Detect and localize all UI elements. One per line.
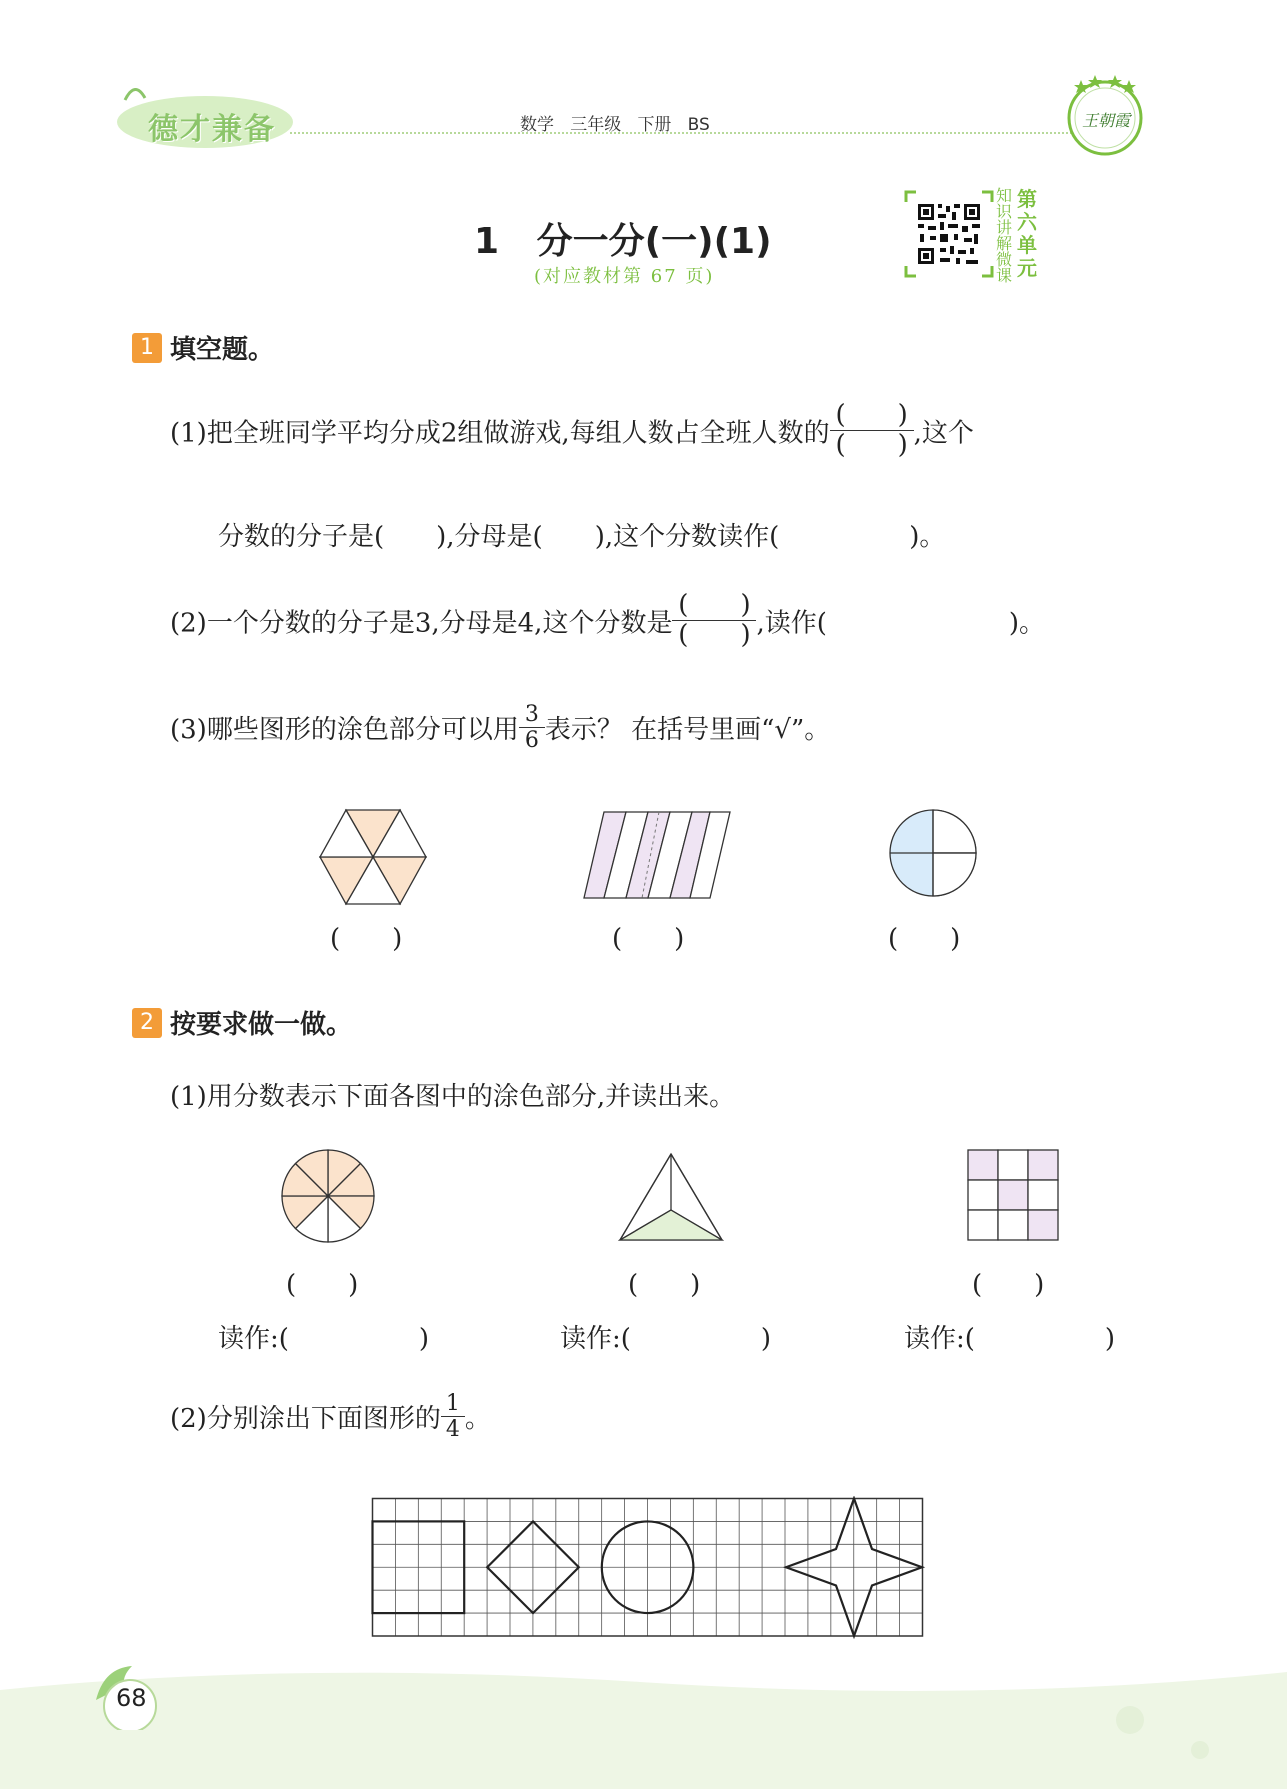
circle-eighths-figure [280,1148,376,1244]
s2-q1-read-triangle[interactable]: 读作:( ) [560,1324,772,1354]
section1-title: 填空题。 [170,335,275,365]
qr-block [904,186,1039,285]
s1-q3-text-end: 表示？ 在括号里画“√”。 [544,715,831,746]
s2-q2-fraction [441,1392,465,1441]
s2-q1-answer-grid[interactable]: ( ) [972,1270,1045,1300]
s1-q1-line2[interactable]: 分数的分子是( ),分母是( ),这个分数读作( )。 [218,522,946,552]
s1-q1-line1 [170,402,974,460]
parallelogram-figure [582,810,732,900]
fraction-numerator: 3 [524,702,539,727]
blank-numerator[interactable]: ( ) [835,400,908,430]
page-title [474,213,772,264]
s1-q2 [170,592,1045,650]
blank-numerator[interactable]: ( ) [678,590,751,620]
header-volume: 下册 [637,115,672,135]
s1-q1-text-end: ,这个 [913,418,974,449]
s2-q1: (1)用分数表示下面各图中的涂色部分,并读出来。 [170,1082,736,1112]
header-grade: 三年级 [570,115,622,135]
header-edition: BS [687,115,710,135]
s2-q1-answer-triangle[interactable]: ( ) [628,1270,701,1300]
section2-title: 按要求做一做。 [170,1010,353,1040]
header-info [520,110,710,135]
page-number: 68 [116,1684,147,1712]
s1-q2-text-end[interactable]: ,读作( )。 [756,608,1046,639]
footer-background [0,1660,1287,1789]
qr-code-icon[interactable] [904,190,994,278]
circle-quarters-figure [888,808,978,898]
shading-grid[interactable] [370,1496,926,1640]
title-number: 1 [474,221,500,262]
section2-number: 2 [132,1008,162,1038]
triangle-thirds-figure [618,1152,724,1242]
s2-q2 [170,1392,491,1441]
fraction-denominator: 4 [445,1417,460,1443]
s1-q2-text: (2)一个分数的分子是3,分母是4,这个分数是 [170,608,673,639]
s2-q1-read-grid[interactable]: 读作:( ) [904,1324,1116,1354]
page-subtitle: (对应教材第 67 页) [534,266,715,287]
fraction-numerator: 1 [445,1391,460,1416]
grid-ninths-figure [966,1148,1060,1242]
s1-q3 [170,703,830,752]
s1-q1-text: (1)把全班同学平均分成2组做游戏,每组人数占全班人数的 [170,418,830,449]
header-subject: 数学 [520,115,554,135]
s1-q3-answer-circle[interactable]: ( ) [888,924,961,954]
s1-q3-text: (3)哪些图形的涂色部分可以用 [170,715,519,746]
brand-text: 德才兼备 [148,112,276,147]
publisher-logo-text: 王朝霞 [1082,111,1131,130]
s1-q1-fraction-blank[interactable] [830,402,914,460]
blank-denominator[interactable]: ( ) [835,430,908,461]
s2-q1-read-circle[interactable]: 读作:( ) [218,1324,430,1354]
qr-label-unit: 第六单元 [1017,187,1037,280]
section1-number: 1 [132,333,162,363]
s2-q2-text-end: 。 [464,1404,491,1435]
qr-label-knowledge: 知识讲解微课 [996,186,1013,285]
s1-q2-fraction-blank[interactable] [672,592,756,650]
header [0,70,1287,150]
hexagon-figure [318,808,428,906]
s1-q3-answer-hexagon[interactable]: ( ) [330,924,403,954]
blank-denominator[interactable]: ( ) [678,620,751,651]
fraction-denominator: 6 [524,728,539,754]
title-text: 分一分(一)(1) [536,221,772,262]
section1-heading [132,329,274,366]
section2-heading [132,1004,352,1041]
s2-q2-text: (2)分别涂出下面图形的 [170,1404,441,1435]
s1-q3-answer-parallelogram[interactable]: ( ) [612,924,685,954]
s2-q1-answer-circle[interactable]: ( ) [286,1270,359,1300]
s1-q3-fraction [519,703,545,752]
